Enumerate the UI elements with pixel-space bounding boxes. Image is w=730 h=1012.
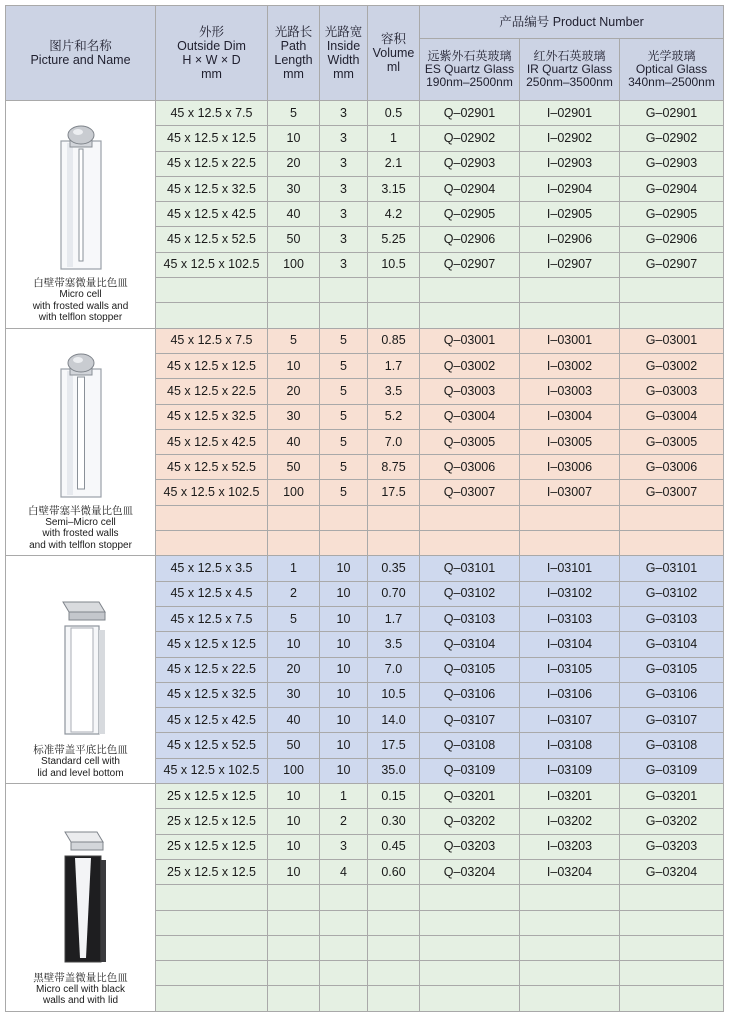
inside-width-cell: 10: [320, 632, 368, 657]
product-picture-cell: [6, 556, 156, 784]
outside-dim-cell: 45 x 12.5 x 42.5: [156, 429, 268, 454]
ir-quartz-code-cell: [520, 961, 620, 986]
volume-cell: 3.15: [368, 176, 420, 201]
path-length-cell: 20: [268, 151, 320, 176]
path-length-cell: 100: [268, 758, 320, 783]
volume-cell: 1.7: [368, 606, 420, 631]
path-length-cell: 2: [268, 581, 320, 606]
table-body: [6, 101, 724, 1012]
path-length-cell: [268, 303, 320, 328]
es-quartz-code-cell: Q–02901: [420, 101, 520, 126]
inside-width-cell: [320, 961, 368, 986]
header-outside-dim: 外形 Outside Dim H × W × D mm: [156, 6, 268, 101]
path-length-cell: 10: [268, 809, 320, 834]
optical-glass-code-cell: G–03004: [620, 404, 724, 429]
header-optical-glass: 光学玻璃 Optical Glass 340nm–2500nm: [620, 39, 724, 101]
es-quartz-code-cell: [420, 303, 520, 328]
outside-dim-cell: [156, 278, 268, 303]
ir-quartz-code-cell: I–03106: [520, 682, 620, 707]
inside-width-cell: 10: [320, 682, 368, 707]
table-row: [6, 328, 724, 353]
optical-glass-code-cell: [620, 505, 724, 530]
path-length-cell: 50: [268, 455, 320, 480]
ir-quartz-code-cell: I–02907: [520, 252, 620, 277]
ir-quartz-code-cell: I–03202: [520, 809, 620, 834]
ir-quartz-code-cell: I–02905: [520, 202, 620, 227]
es-quartz-code-cell: Q–03003: [420, 379, 520, 404]
inside-width-cell: 5: [320, 429, 368, 454]
outside-dim-cell: 45 x 12.5 x 7.5: [156, 606, 268, 631]
volume-cell: [368, 303, 420, 328]
optical-glass-code-cell: [620, 531, 724, 556]
ir-quartz-code-cell: I–03006: [520, 455, 620, 480]
table-header: [6, 6, 724, 101]
inside-width-cell: 10: [320, 758, 368, 783]
path-length-cell: [268, 505, 320, 530]
es-quartz-code-cell: Q–03002: [420, 353, 520, 378]
inside-width-cell: [320, 935, 368, 960]
volume-cell: 1.7: [368, 353, 420, 378]
outside-dim-cell: [156, 505, 268, 530]
volume-cell: 7.0: [368, 657, 420, 682]
path-length-cell: 20: [268, 657, 320, 682]
path-length-cell: 30: [268, 404, 320, 429]
header-inside-width: 光路宽 Inside Width mm: [320, 6, 368, 101]
path-length-cell: 30: [268, 682, 320, 707]
optical-glass-code-cell: G–03103: [620, 606, 724, 631]
ir-quartz-code-cell: I–03102: [520, 581, 620, 606]
es-quartz-code-cell: Q–02906: [420, 227, 520, 252]
path-length-cell: 40: [268, 429, 320, 454]
es-quartz-code-cell: [420, 935, 520, 960]
volume-cell: 0.15: [368, 784, 420, 809]
ir-quartz-code-cell: I–03204: [520, 859, 620, 884]
es-quartz-code-cell: Q–03106: [420, 682, 520, 707]
ir-quartz-code-cell: [520, 935, 620, 960]
optical-glass-code-cell: G–02905: [620, 202, 724, 227]
es-quartz-code-cell: Q–03201: [420, 784, 520, 809]
optical-glass-code-cell: G–02906: [620, 227, 724, 252]
ir-quartz-code-cell: I–03107: [520, 708, 620, 733]
outside-dim-cell: [156, 531, 268, 556]
inside-width-cell: [320, 910, 368, 935]
es-quartz-code-cell: Q–03007: [420, 480, 520, 505]
ir-quartz-code-cell: I–03101: [520, 556, 620, 581]
volume-cell: 1: [368, 126, 420, 151]
outside-dim-cell: 45 x 12.5 x 52.5: [156, 455, 268, 480]
es-quartz-code-cell: [420, 885, 520, 910]
inside-width-cell: 5: [320, 353, 368, 378]
volume-cell: [368, 885, 420, 910]
ir-quartz-code-cell: [520, 885, 620, 910]
outside-dim-cell: 45 x 12.5 x 52.5: [156, 733, 268, 758]
optical-glass-code-cell: G–03109: [620, 758, 724, 783]
table-row: [6, 784, 724, 809]
path-length-cell: 40: [268, 708, 320, 733]
ir-quartz-code-cell: [520, 278, 620, 303]
volume-cell: 0.45: [368, 834, 420, 859]
outside-dim-cell: 45 x 12.5 x 32.5: [156, 176, 268, 201]
es-quartz-code-cell: Q–03104: [420, 632, 520, 657]
optical-glass-code-cell: [620, 986, 724, 1011]
ir-quartz-code-cell: I–03005: [520, 429, 620, 454]
path-length-cell: 5: [268, 328, 320, 353]
optical-glass-code-cell: G–02903: [620, 151, 724, 176]
optical-glass-code-cell: G–03203: [620, 834, 724, 859]
path-length-cell: 20: [268, 379, 320, 404]
outside-dim-cell: 25 x 12.5 x 12.5: [156, 809, 268, 834]
outside-dim-cell: 25 x 12.5 x 12.5: [156, 784, 268, 809]
es-quartz-code-cell: Q–03005: [420, 429, 520, 454]
ir-quartz-code-cell: I–03201: [520, 784, 620, 809]
volume-cell: 0.5: [368, 101, 420, 126]
header-product-number: 产品编号 Product Number: [420, 6, 724, 39]
es-quartz-code-cell: Q–03107: [420, 708, 520, 733]
ir-quartz-code-cell: I–03001: [520, 328, 620, 353]
ir-quartz-code-cell: I–03103: [520, 606, 620, 631]
path-length-cell: 10: [268, 353, 320, 378]
outside-dim-cell: 45 x 12.5 x 4.5: [156, 581, 268, 606]
semi-micro-cell-stopper-icon: [6, 351, 155, 501]
ir-quartz-code-cell: I–03108: [520, 733, 620, 758]
volume-cell: 0.35: [368, 556, 420, 581]
optical-glass-code-cell: G–03001: [620, 328, 724, 353]
inside-width-cell: [320, 505, 368, 530]
outside-dim-cell: [156, 986, 268, 1011]
ir-quartz-code-cell: I–03109: [520, 758, 620, 783]
outside-dim-cell: 45 x 12.5 x 102.5: [156, 758, 268, 783]
inside-width-cell: [320, 531, 368, 556]
ir-quartz-code-cell: I–03007: [520, 480, 620, 505]
path-length-cell: 100: [268, 480, 320, 505]
inside-width-cell: [320, 885, 368, 910]
inside-width-cell: 10: [320, 733, 368, 758]
outside-dim-cell: [156, 961, 268, 986]
inside-width-cell: 3: [320, 202, 368, 227]
product-picture-cell: [6, 784, 156, 1012]
outside-dim-cell: 25 x 12.5 x 12.5: [156, 834, 268, 859]
inside-width-cell: 1: [320, 784, 368, 809]
optical-glass-code-cell: G–03107: [620, 708, 724, 733]
volume-cell: 5.25: [368, 227, 420, 252]
outside-dim-cell: 45 x 12.5 x 52.5: [156, 227, 268, 252]
es-quartz-code-cell: [420, 910, 520, 935]
product-name-cn: 黑壁带盖微量比色皿: [33, 971, 128, 984]
optical-glass-code-cell: G–03106: [620, 682, 724, 707]
volume-cell: 7.0: [368, 429, 420, 454]
volume-cell: 0.60: [368, 859, 420, 884]
optical-glass-code-cell: G–03003: [620, 379, 724, 404]
standard-cell-lid-icon: [6, 590, 155, 740]
inside-width-cell: [320, 278, 368, 303]
outside-dim-cell: 45 x 12.5 x 12.5: [156, 353, 268, 378]
inside-width-cell: 3: [320, 101, 368, 126]
path-length-cell: 50: [268, 733, 320, 758]
ir-quartz-code-cell: I–03104: [520, 632, 620, 657]
outside-dim-cell: [156, 935, 268, 960]
es-quartz-code-cell: [420, 278, 520, 303]
outside-dim-cell: 45 x 12.5 x 22.5: [156, 151, 268, 176]
path-length-cell: 10: [268, 126, 320, 151]
outside-dim-cell: 45 x 12.5 x 22.5: [156, 657, 268, 682]
volume-cell: 5.2: [368, 404, 420, 429]
inside-width-cell: 10: [320, 657, 368, 682]
es-quartz-code-cell: Q–03108: [420, 733, 520, 758]
es-quartz-code-cell: [420, 531, 520, 556]
volume-cell: 35.0: [368, 758, 420, 783]
outside-dim-cell: 45 x 12.5 x 102.5: [156, 252, 268, 277]
volume-cell: 0.70: [368, 581, 420, 606]
inside-width-cell: 5: [320, 328, 368, 353]
outside-dim-cell: 45 x 12.5 x 3.5: [156, 556, 268, 581]
path-length-cell: [268, 531, 320, 556]
es-quartz-code-cell: Q–02907: [420, 252, 520, 277]
path-length-cell: 30: [268, 176, 320, 201]
ir-quartz-code-cell: I–03003: [520, 379, 620, 404]
outside-dim-cell: [156, 885, 268, 910]
volume-cell: 0.30: [368, 809, 420, 834]
outside-dim-cell: [156, 303, 268, 328]
optical-glass-code-cell: G–03101: [620, 556, 724, 581]
cuvette-catalog-table: [5, 5, 724, 1012]
outside-dim-cell: [156, 910, 268, 935]
es-quartz-code-cell: Q–03203: [420, 834, 520, 859]
volume-cell: 17.5: [368, 733, 420, 758]
path-length-cell: 1: [268, 556, 320, 581]
inside-width-cell: 3: [320, 834, 368, 859]
table-row: [6, 556, 724, 581]
outside-dim-cell: 45 x 12.5 x 42.5: [156, 202, 268, 227]
optical-glass-code-cell: G–03108: [620, 733, 724, 758]
es-quartz-code-cell: Q–03004: [420, 404, 520, 429]
product-name-cn: 标准带盖平底比色皿: [33, 744, 128, 757]
volume-cell: [368, 278, 420, 303]
outside-dim-cell: 45 x 12.5 x 32.5: [156, 404, 268, 429]
volume-cell: 0.85: [368, 328, 420, 353]
optical-glass-code-cell: G–03007: [620, 480, 724, 505]
optical-glass-code-cell: G–03104: [620, 632, 724, 657]
optical-glass-code-cell: [620, 910, 724, 935]
inside-width-cell: 10: [320, 581, 368, 606]
es-quartz-code-cell: Q–02904: [420, 176, 520, 201]
path-length-cell: 10: [268, 784, 320, 809]
ir-quartz-code-cell: I–03105: [520, 657, 620, 682]
path-length-cell: 50: [268, 227, 320, 252]
optical-glass-code-cell: G–03102: [620, 581, 724, 606]
inside-width-cell: 5: [320, 455, 368, 480]
ir-quartz-code-cell: I–02906: [520, 227, 620, 252]
ir-quartz-code-cell: I–03203: [520, 834, 620, 859]
product-picture-cell: [6, 328, 156, 556]
volume-cell: 10.5: [368, 682, 420, 707]
inside-width-cell: 5: [320, 379, 368, 404]
path-length-cell: 100: [268, 252, 320, 277]
ir-quartz-code-cell: I–02902: [520, 126, 620, 151]
volume-cell: 3.5: [368, 379, 420, 404]
es-quartz-code-cell: Q–03101: [420, 556, 520, 581]
path-length-cell: [268, 885, 320, 910]
product-picture-cell: [6, 101, 156, 329]
path-length-cell: 5: [268, 101, 320, 126]
outside-dim-cell: 45 x 12.5 x 102.5: [156, 480, 268, 505]
ir-quartz-code-cell: I–03004: [520, 404, 620, 429]
volume-cell: [368, 961, 420, 986]
ir-quartz-code-cell: I–02901: [520, 101, 620, 126]
path-length-cell: [268, 278, 320, 303]
volume-cell: 14.0: [368, 708, 420, 733]
es-quartz-code-cell: Q–03105: [420, 657, 520, 682]
volume-cell: 3.5: [368, 632, 420, 657]
optical-glass-code-cell: G–02901: [620, 101, 724, 126]
inside-width-cell: 10: [320, 606, 368, 631]
ir-quartz-code-cell: [520, 531, 620, 556]
black-micro-cell-lid-icon: [6, 818, 155, 968]
inside-width-cell: 3: [320, 176, 368, 201]
es-quartz-code-cell: Q–03109: [420, 758, 520, 783]
ir-quartz-code-cell: [520, 303, 620, 328]
es-quartz-code-cell: Q–03202: [420, 809, 520, 834]
inside-width-cell: 3: [320, 227, 368, 252]
outside-dim-cell: 45 x 12.5 x 7.5: [156, 328, 268, 353]
optical-glass-code-cell: G–03105: [620, 657, 724, 682]
optical-glass-code-cell: G–02907: [620, 252, 724, 277]
outside-dim-cell: 25 x 12.5 x 12.5: [156, 859, 268, 884]
outside-dim-cell: 45 x 12.5 x 12.5: [156, 126, 268, 151]
product-name-en: Standard cell with lid and level bottom: [37, 756, 124, 779]
optical-glass-code-cell: [620, 961, 724, 986]
path-length-cell: [268, 910, 320, 935]
ir-quartz-code-cell: I–03002: [520, 353, 620, 378]
es-quartz-code-cell: [420, 961, 520, 986]
ir-quartz-code-cell: [520, 910, 620, 935]
optical-glass-code-cell: G–03201: [620, 784, 724, 809]
volume-cell: 8.75: [368, 455, 420, 480]
micro-cell-stopper-icon: [6, 123, 155, 273]
volume-cell: 17.5: [368, 480, 420, 505]
inside-width-cell: 5: [320, 404, 368, 429]
header-ir-quartz: 红外石英玻璃 IR Quartz Glass 250nm–3500nm: [520, 39, 620, 101]
es-quartz-code-cell: Q–02902: [420, 126, 520, 151]
optical-glass-code-cell: G–03005: [620, 429, 724, 454]
inside-width-cell: 3: [320, 151, 368, 176]
outside-dim-cell: 45 x 12.5 x 42.5: [156, 708, 268, 733]
volume-cell: 10.5: [368, 252, 420, 277]
volume-cell: [368, 935, 420, 960]
es-quartz-code-cell: Q–03006: [420, 455, 520, 480]
inside-width-cell: 2: [320, 809, 368, 834]
es-quartz-code-cell: Q–02905: [420, 202, 520, 227]
outside-dim-cell: 45 x 12.5 x 12.5: [156, 632, 268, 657]
optical-glass-code-cell: [620, 935, 724, 960]
optical-glass-code-cell: G–03204: [620, 859, 724, 884]
inside-width-cell: 5: [320, 480, 368, 505]
path-length-cell: 5: [268, 606, 320, 631]
volume-cell: [368, 531, 420, 556]
es-quartz-code-cell: Q–03102: [420, 581, 520, 606]
volume-cell: 2.1: [368, 151, 420, 176]
es-quartz-code-cell: [420, 986, 520, 1011]
optical-glass-code-cell: G–03002: [620, 353, 724, 378]
ir-quartz-code-cell: I–02903: [520, 151, 620, 176]
path-length-cell: [268, 935, 320, 960]
volume-cell: [368, 986, 420, 1011]
inside-width-cell: 4: [320, 859, 368, 884]
optical-glass-code-cell: [620, 278, 724, 303]
optical-glass-code-cell: G–03202: [620, 809, 724, 834]
table-row: [6, 101, 724, 126]
optical-glass-code-cell: G–02902: [620, 126, 724, 151]
path-length-cell: 10: [268, 834, 320, 859]
ir-quartz-code-cell: [520, 986, 620, 1011]
ir-quartz-code-cell: I–02904: [520, 176, 620, 201]
product-name-en: Semi–Micro cell with frosted walls and with telflon stopper: [29, 516, 132, 551]
volume-cell: [368, 505, 420, 530]
header-picture-name: 图片和名称 Picture and Name: [6, 6, 156, 101]
volume-cell: 4.2: [368, 202, 420, 227]
path-length-cell: [268, 961, 320, 986]
optical-glass-code-cell: G–02904: [620, 176, 724, 201]
outside-dim-cell: 45 x 12.5 x 22.5: [156, 379, 268, 404]
inside-width-cell: 3: [320, 252, 368, 277]
path-length-cell: 10: [268, 632, 320, 657]
inside-width-cell: 10: [320, 708, 368, 733]
product-name-cn: 白壁带塞微量比色皿: [33, 277, 128, 290]
optical-glass-code-cell: [620, 303, 724, 328]
header-volume: 容积 Volume ml: [368, 6, 420, 101]
header-path-length: 光路长 Path Length mm: [268, 6, 320, 101]
es-quartz-code-cell: Q–03103: [420, 606, 520, 631]
path-length-cell: [268, 986, 320, 1011]
optical-glass-code-cell: G–03006: [620, 455, 724, 480]
inside-width-cell: 3: [320, 126, 368, 151]
path-length-cell: 10: [268, 859, 320, 884]
es-quartz-code-cell: [420, 505, 520, 530]
header-es-quartz: 远紫外石英玻璃 ES Quartz Glass 190nm–2500nm: [420, 39, 520, 101]
inside-width-cell: [320, 986, 368, 1011]
volume-cell: [368, 910, 420, 935]
outside-dim-cell: 45 x 12.5 x 7.5: [156, 101, 268, 126]
product-name-en: Micro cell with black walls and with lid: [36, 983, 125, 1007]
path-length-cell: 40: [268, 202, 320, 227]
inside-width-cell: 10: [320, 556, 368, 581]
ir-quartz-code-cell: [520, 505, 620, 530]
product-name-cn: 白壁带塞半微量比色皿: [28, 504, 133, 517]
optical-glass-code-cell: [620, 885, 724, 910]
inside-width-cell: [320, 303, 368, 328]
es-quartz-code-cell: Q–03001: [420, 328, 520, 353]
product-name-en: Micro cell with frosted walls and with telflon stopper: [32, 289, 129, 324]
es-quartz-code-cell: Q–03204: [420, 859, 520, 884]
es-quartz-code-cell: Q–02903: [420, 151, 520, 176]
outside-dim-cell: 45 x 12.5 x 32.5: [156, 682, 268, 707]
